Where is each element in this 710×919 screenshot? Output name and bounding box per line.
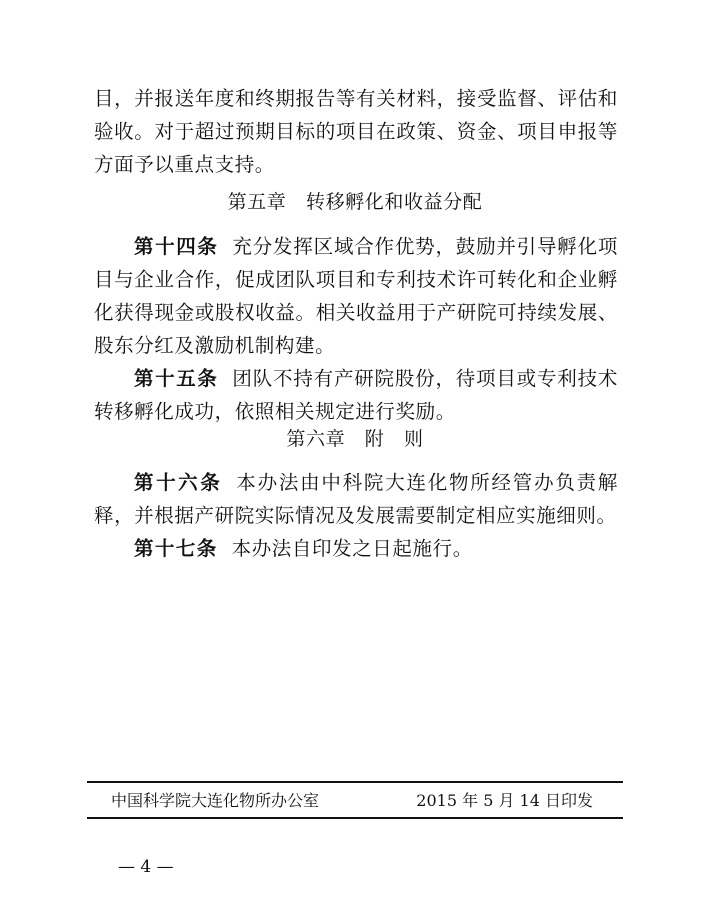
article-15-number: 第十五条 [134, 367, 219, 390]
article-17-text: 本办法自印发之日起施行。 [231, 537, 473, 560]
article-15 [94, 362, 618, 428]
article-14 [94, 230, 618, 362]
footer-top-rule [87, 781, 623, 783]
continuation-text: 目，并报送年度和终期报告等有关材料，接受监督、评估和验收。对于超过预期目标的项目在政策、资金、项目申报等方面予以重点支持。 [94, 87, 618, 176]
article-16-number: 第十六条 [134, 471, 223, 494]
article-16 [94, 466, 618, 532]
articles-chapter-five [94, 230, 618, 428]
chapter-six-heading: 第六章 附 则 [286, 428, 424, 450]
article-17-number: 第十七条 [134, 537, 218, 560]
chapter-five-heading: 第五章 转移孵化和收益分配 [227, 191, 483, 213]
article-14-number: 第十四条 [134, 235, 219, 258]
articles-chapter-six [94, 466, 618, 565]
footer-issuer: 中国科学院大连化物所办公室 [111, 791, 320, 810]
article-14-text: 充分发挥区域合作优势，鼓励并引导孵化项目与企业合作，促成团队项目和专利技术许可转化和企业孵化获得现金或股权收益。相关收益用于产研院可持续发展、股东分红及激励机制构建。 [94, 235, 618, 357]
paragraph-continuation [94, 82, 618, 181]
footer-bottom-rule [87, 817, 623, 819]
article-16-text: 本办法由中科院大连化物所经管办负责解释，并根据产研院实际情况及发展需要制定相应实施细则。 [94, 471, 618, 527]
article-15-text: 团队不持有产研院股份，待项目或专利技术转移孵化成功，依照相关规定进行奖励。 [94, 367, 618, 423]
footer-date: 2015 年 5 月 14 日印发 [416, 791, 593, 810]
article-17 [94, 532, 618, 565]
page-number: — 4 — [118, 857, 174, 877]
